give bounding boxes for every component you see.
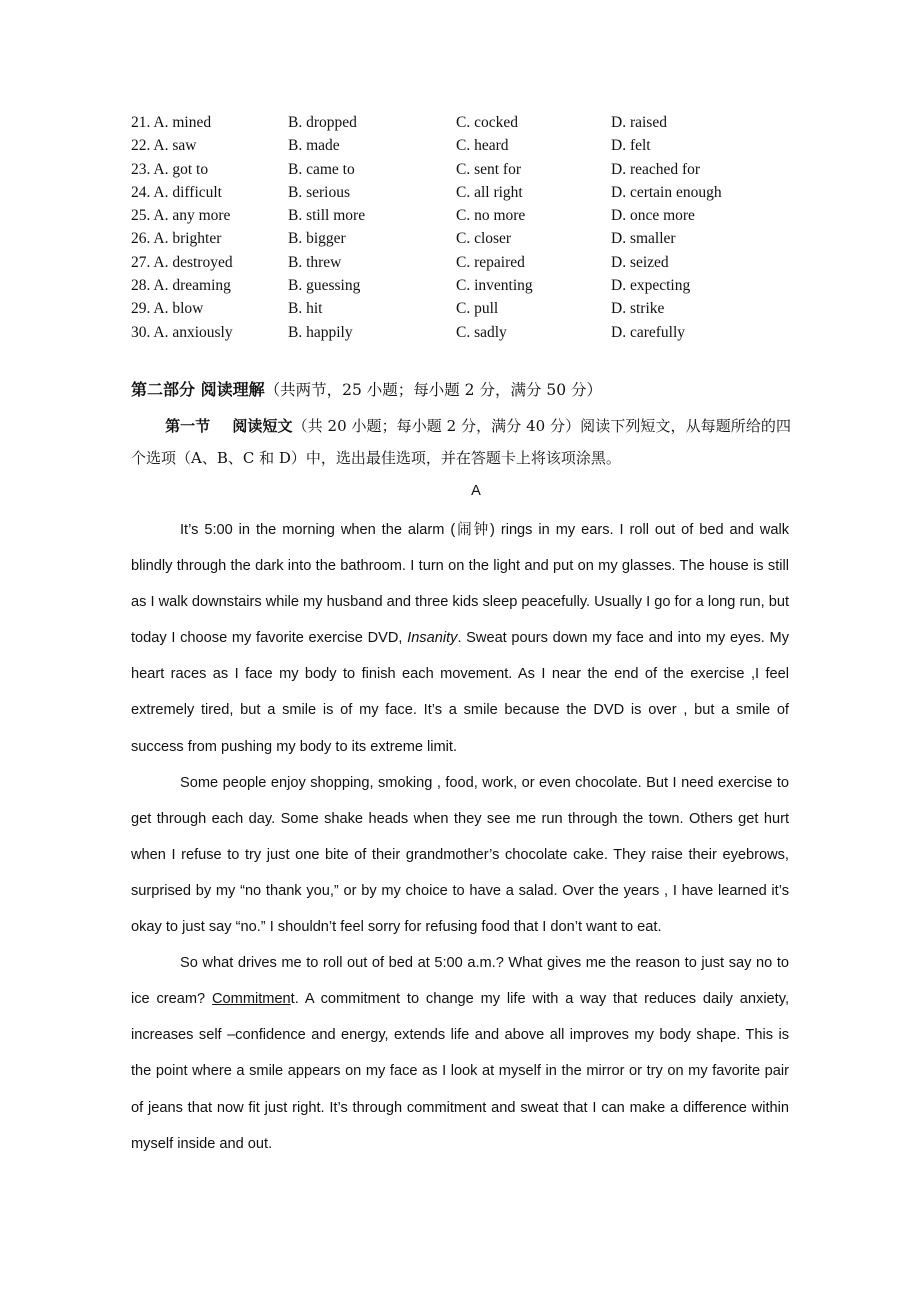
subsection-title: 第一节	[165, 417, 211, 435]
underlined-word: Commitmen	[212, 991, 291, 1008]
subsection-subtitle: 阅读短文	[232, 417, 293, 435]
option-a: 21. A. mined	[131, 114, 212, 131]
option-row-27	[131, 251, 811, 274]
option-c: C. cocked	[456, 114, 518, 131]
option-c: C. closer	[456, 230, 512, 248]
reading-passage	[131, 512, 789, 1162]
paragraph-text: . Sweat pours down my face and into my eyes. My heart races as I face my body to finish each movement. As I near the end of the exercise ,I feel extremely tired, but a smile is of my face. It’s a smile because the DVD is over , but a smile of success from pushing my body to its extreme limit.	[131, 630, 790, 755]
option-c: C. sent for	[456, 160, 522, 178]
option-d: D. certain enough	[611, 183, 722, 201]
passage-letter: A	[471, 483, 481, 499]
paragraph-text: So what drives me to roll out of bed at 5:00 a.m.? What gives me the reason to just say no to ice cream?	[131, 955, 789, 1008]
option-d: D. strike	[611, 300, 665, 318]
paragraph-text: t. A commitment to change my life with a way that reduces daily anxiety, increases self –confidence and energy, extends life and above all improves my body shape. This is the point where a smile appears on my face as I look at myself in the mirror or try on my favorite pair of jeans that now fit just right. It’s through commitment and sweat that I can make a difference within myself inside and out.	[131, 991, 789, 1152]
option-a: 28. A. dreaming	[131, 277, 231, 295]
passage-paragraph-2: Some people enjoy shopping, smoking , food, work, or even chocolate. But I need exercise to get through each day. Some shake heads when they see me run through the town. Others get hurt when I refuse to try just one bite of their grandmother’s chocolate cake. They raise their eyebrows, surprised by my “no thank you,” or by my choice to have a salad. Over the years , I have learned it’s okay to just say “no.” I shouldn’t feel sorry for refusing food that I don’t want to eat.	[131, 774, 789, 936]
option-a: 24. A. difficult	[131, 183, 222, 201]
option-c: C. inventing	[456, 277, 533, 295]
option-row-30	[131, 321, 811, 344]
option-row-23	[131, 158, 811, 181]
option-a: 22. A. saw	[131, 137, 197, 155]
option-row-25	[131, 204, 811, 227]
option-d: D. raised	[611, 114, 667, 131]
option-d: D. once more	[611, 207, 695, 225]
subsection-instruction-text: （共 20 小题；每小题 2 分，满分 40 分）阅读下列短文，从每题所给的四个选项（A、B、C 和 D）中，选出最佳选项，并在答题卡上将该项涂黑。	[131, 417, 791, 467]
option-a: 27. A. destroyed	[131, 253, 233, 271]
passage-paragraph-1	[131, 512, 789, 765]
answer-options-table	[131, 111, 811, 344]
option-a: 26. A. brighter	[131, 230, 222, 248]
option-d: D. carefully	[611, 323, 686, 341]
option-a: 29. A. blow	[131, 300, 204, 318]
option-b: B. still more	[288, 207, 366, 225]
option-c: C. all right	[456, 183, 523, 201]
option-row-21	[131, 111, 811, 134]
option-b: B. made	[288, 137, 340, 155]
option-a: 25. A. any more	[131, 207, 231, 225]
dvd-title: Insanity	[407, 630, 458, 647]
option-a: 23. A. got to	[131, 160, 209, 178]
option-row-24	[131, 181, 811, 204]
option-d: D. seized	[611, 253, 669, 271]
passage-paragraph-3	[131, 945, 789, 1162]
option-d: D. smaller	[611, 230, 676, 248]
option-row-22	[131, 134, 811, 157]
option-b: B. guessing	[288, 277, 361, 295]
option-row-28	[131, 274, 811, 297]
section-heading	[131, 377, 602, 400]
option-c: C. repaired	[456, 253, 525, 271]
option-c: C. sadly	[456, 323, 507, 341]
section-note: （共两节，25 小题；每小题 2 分，满分 50 分）	[264, 381, 603, 399]
option-c: C. no more	[456, 207, 526, 225]
option-c: C. pull	[456, 300, 499, 318]
option-c: C. heard	[456, 137, 509, 155]
paragraph-text: It’s 5:00 in the morning when the alarm (闹钟) rings in my ears. I roll out of bed and walk blindly through the dark into the bathroom. I turn on the light and put on my glasses. The house is still as I walk downstairs while my husband and three kids sleep peacefully. Usually I go for a long run, but today I choose my favorite exercise DVD,	[131, 522, 789, 647]
option-row-26	[131, 227, 811, 250]
option-d: D. felt	[611, 137, 651, 155]
option-b: B. hit	[288, 300, 323, 318]
option-b: B. came to	[288, 160, 355, 178]
option-d: D. expecting	[611, 277, 691, 295]
option-b: B. happily	[288, 323, 353, 341]
option-b: B. dropped	[288, 114, 357, 131]
option-a: 30. A. anxiously	[131, 323, 233, 341]
option-b: B. bigger	[288, 230, 346, 248]
option-row-29	[131, 297, 811, 320]
option-b: B. serious	[288, 183, 350, 201]
option-d: D. reached for	[611, 160, 701, 178]
option-b: B. threw	[288, 253, 342, 271]
section-title: 第二部分 阅读理解	[131, 380, 265, 399]
subsection-instructions	[131, 410, 791, 474]
